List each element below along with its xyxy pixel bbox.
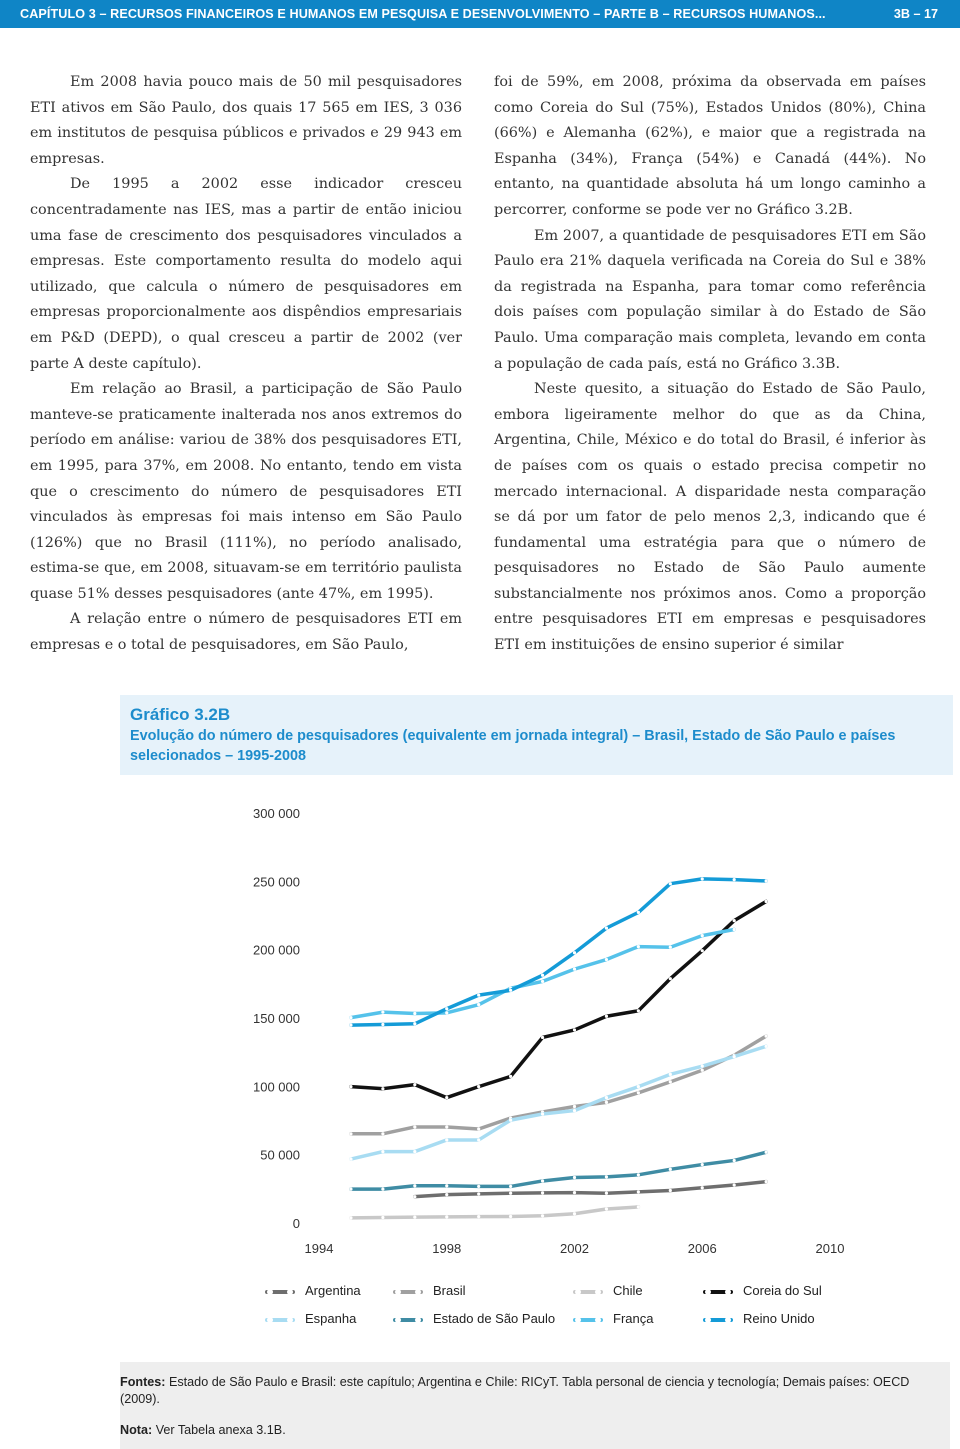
data-point: [669, 1189, 672, 1192]
legend-label: Espanha: [305, 1311, 357, 1326]
data-point: [477, 1003, 480, 1006]
line-chart: [0, 790, 960, 1270]
data-point: [413, 1083, 416, 1086]
sources-text: Estado de São Paulo e Brasil: este capítulo; Argentina e Chile: RICyT. Tabla personal de ciencia y tecnología; Demais países: OECD (2009).: [120, 1375, 910, 1406]
running-header: [0, 0, 960, 28]
data-point: [349, 1024, 352, 1027]
data-point: [573, 1105, 576, 1108]
data-point: [605, 1175, 608, 1178]
paragraph: De 1995 a 2002 esse indicador cresceu concentradamente nas IES, mas a partir de então iniciou uma fase de crescimento dos pesquisadores vinculados a empresas. Este comportamento resulta do modelo aqui utilizado, que calcula o número de pesquisadores em empresas proporcionalmente aos dispêndios empresariais em P&D (DEPD), o qual cresceu a partir de 2002 (ver parte A deste capítulo).: [30, 176, 462, 372]
data-point: [541, 980, 544, 983]
data-point: [445, 1011, 448, 1014]
data-point: [573, 1109, 576, 1112]
data-point: [509, 1185, 512, 1188]
data-point: [477, 1127, 480, 1130]
data-point: [413, 1184, 416, 1187]
data-point: [573, 968, 576, 971]
data-point: [733, 1183, 736, 1186]
data-point: [541, 1112, 544, 1115]
data-point: [477, 1085, 480, 1088]
y-tick-label: 50 000: [260, 1147, 300, 1163]
paragraph: Em 2007, a quantidade de pesquisadores ETI em São Paulo era 21% daquela verificada na Coreia do Sul e 38% da registrada na Espanha, para tomar como referência dois países com população similar à do Estado de São Paulo. Uma comparação mais completa, levando em conta a população de cada país, está no Gráfico 3.3B.: [494, 227, 926, 372]
data-point: [701, 949, 704, 952]
data-point: [605, 927, 608, 930]
data-point: [669, 946, 672, 949]
data-point: [573, 1212, 576, 1215]
legend-label: Chile: [613, 1283, 643, 1298]
legend-item: [573, 1283, 643, 1298]
data-point: [381, 1150, 384, 1153]
header-page-number: 3B – 17: [893, 7, 938, 21]
paragraph: A relação entre o número de pesquisadores ETI em empresas e o total de pesquisadores, em São Paulo,: [30, 611, 462, 654]
data-point: [765, 1034, 768, 1037]
legend-label: Reino Unido: [743, 1311, 815, 1326]
data-point: [573, 1191, 576, 1194]
x-tick-label: 1994: [304, 1241, 334, 1256]
data-point: [605, 958, 608, 961]
data-point: [509, 989, 512, 992]
data-point: [669, 1168, 672, 1171]
y-tick-label: 150 000: [253, 1011, 300, 1026]
x-tick-label: 2002: [560, 1241, 589, 1256]
text-column-left: [30, 70, 462, 659]
data-point: [637, 1085, 640, 1088]
sources-line: [120, 1374, 935, 1408]
legend-swatch: [265, 1290, 295, 1294]
data-point: [765, 900, 768, 903]
data-point: [573, 1028, 576, 1031]
series-line-chile: [351, 1207, 638, 1218]
data-point: [381, 1188, 384, 1191]
data-point: [605, 1101, 608, 1104]
data-point: [541, 1214, 544, 1217]
data-point: [477, 1192, 480, 1195]
legend-label: Argentina: [305, 1283, 361, 1298]
data-point: [701, 877, 704, 880]
data-point: [541, 1036, 544, 1039]
data-point: [605, 1015, 608, 1018]
data-point: [445, 1007, 448, 1010]
data-point: [637, 911, 640, 914]
chart-title: Evolução do número de pesquisadores (equivalente em jornada integral) – Brasil, Estado de São Paulo e países selecionados – 1995-2008: [130, 728, 896, 764]
legend-item: [265, 1311, 356, 1326]
data-point: [541, 1191, 544, 1194]
x-tick-label: 1998: [432, 1241, 462, 1256]
data-point: [413, 1195, 416, 1198]
data-point: [381, 1087, 384, 1090]
note-text: Ver Tabela anexa 3.1B.: [155, 1423, 286, 1437]
data-point: [509, 1075, 512, 1078]
data-point: [381, 1216, 384, 1219]
x-tick-label: 2010: [815, 1241, 845, 1256]
legend-label: Coreia do Sul: [743, 1283, 822, 1298]
data-point: [637, 1190, 640, 1193]
data-point: [733, 878, 736, 881]
sources-notes: [120, 1362, 950, 1449]
data-point: [733, 919, 736, 922]
legend-item: [703, 1311, 815, 1326]
data-point: [669, 882, 672, 885]
legend-item: [265, 1283, 361, 1298]
data-point: [765, 1045, 768, 1048]
y-tick-label: 300 000: [253, 806, 300, 821]
data-point: [477, 1138, 480, 1141]
data-point: [445, 1125, 448, 1128]
data-point: [637, 1173, 640, 1176]
data-point: [733, 1159, 736, 1162]
y-tick-label: 100 000: [253, 1079, 300, 1095]
data-point: [701, 1069, 704, 1072]
data-point: [765, 1180, 768, 1183]
legend-swatch: [393, 1318, 423, 1322]
data-point: [413, 1125, 416, 1128]
data-point: [669, 1073, 672, 1076]
legend-item: [573, 1311, 653, 1326]
data-point: [509, 1119, 512, 1122]
header-chapter-title: CAPÍTULO 3 – RECURSOS FINANCEIROS E HUMANOS EM PESQUISA E DESENVOLVIMENTO – PARTE B – RECURSOS HUMANOS...: [20, 7, 826, 21]
data-point: [381, 1011, 384, 1014]
note-line: [120, 1422, 935, 1439]
data-point: [765, 1151, 768, 1154]
data-point: [701, 1186, 704, 1189]
text-column-right: [494, 70, 926, 659]
sources-label: Fontes:: [120, 1375, 166, 1389]
data-point: [413, 1150, 416, 1153]
legend-item: [393, 1283, 466, 1298]
data-point: [701, 934, 704, 937]
chart-label: Gráfico 3.2B: [130, 705, 231, 724]
data-point: [605, 1207, 608, 1210]
chart-caption-box: [120, 695, 953, 775]
legend-item: [393, 1311, 555, 1326]
data-point: [445, 1096, 448, 1099]
data-point: [701, 1065, 704, 1068]
data-point: [445, 1215, 448, 1218]
y-tick-label: 250 000: [253, 874, 300, 890]
data-point: [349, 1132, 352, 1135]
data-point: [701, 1163, 704, 1166]
data-point: [509, 1192, 512, 1195]
data-point: [605, 1096, 608, 1099]
data-point: [605, 1192, 608, 1195]
legend-label: França: [613, 1311, 654, 1326]
data-point: [349, 1085, 352, 1088]
series-line-espanha: [351, 1046, 766, 1159]
legend-swatch: [393, 1290, 423, 1294]
legend-swatch: [573, 1290, 603, 1294]
data-point: [349, 1157, 352, 1160]
legend-label: Brasil: [433, 1283, 466, 1298]
data-point: [541, 1179, 544, 1182]
series-line-argentina: [415, 1182, 766, 1197]
paragraph: Em relação ao Brasil, a participação de São Paulo manteve-se praticamente inalterada nos anos extremos do período em análise: variou de 38% dos pesquisadores ETI, em 1995, para 37%, em 2008. No entanto, tendo em vista que o crescimento do número de pesquisadores ETI vinculados às empresas foi mais intenso em São Paulo (126%) que no Brasil (111%), no período analisado, estima-se que, em 2008, situavam-se em território paulista quase 51% desses pesquisadores (ante 47%, em 1995).: [30, 381, 462, 602]
data-point: [349, 1188, 352, 1191]
data-point: [445, 1138, 448, 1141]
data-point: [445, 1193, 448, 1196]
data-point: [733, 928, 736, 931]
legend-item: [703, 1283, 822, 1298]
series-line-reino-unido: [351, 879, 766, 1025]
paragraph: Neste quesito, a situação do Estado de São Paulo, embora ligeiramente melhor do que as da China, Argentina, Chile, México e do total do Brasil, é inferior às de países com os quais o estado precisa competir no mercado internacional. A disparidade nesta comparação se dá por um fator de pelo menos 2,3, indicando que é fundamental uma estratégia para que o número de pesquisadores no Estado de São Paulo aumente substancialmente nos próximos anos. Como a proporção entre pesquisadores ETI em empresas e pesquisadores ETI em instituições de ensino superior é similar: [494, 381, 926, 654]
legend-label: Estado de São Paulo: [433, 1311, 556, 1326]
legend-swatch: [703, 1290, 733, 1294]
data-point: [541, 974, 544, 977]
data-point: [413, 1216, 416, 1219]
paragraph: foi de 59%, em 2008, próxima da observada em países como Coreia do Sul (75%), Estados Unidos (80%), China (66%) e Alemanha (62%), e maior que a registrada na Espanha (34%), França (54%) e Canadá (44%). No entanto, na quantidade absoluta há um longo caminho a percorrer, conforme se pode ver no Gráfico 3.2B.: [494, 74, 926, 218]
data-point: [381, 1023, 384, 1026]
note-label: Nota:: [120, 1423, 153, 1437]
data-point: [573, 951, 576, 954]
data-point: [573, 1176, 576, 1179]
data-point: [637, 1009, 640, 1012]
data-point: [349, 1016, 352, 1019]
data-point: [509, 1215, 512, 1218]
data-point: [477, 1185, 480, 1188]
data-point: [445, 1184, 448, 1187]
chart-legend: [0, 1275, 960, 1335]
data-point: [477, 1215, 480, 1218]
data-point: [381, 1132, 384, 1135]
legend-swatch: [703, 1318, 733, 1322]
y-tick-label: 200 000: [253, 942, 300, 958]
data-point: [733, 1055, 736, 1058]
data-point: [477, 993, 480, 996]
y-tick-label: 0: [292, 1216, 300, 1231]
data-point: [669, 977, 672, 980]
legend-swatch: [573, 1318, 603, 1322]
paragraph: Em 2008 havia pouco mais de 50 mil pesquisadores ETI ativos em São Paulo, dos quais 17 565 em IES, 3 036 em institutos de pesquisa públicos e privados e 29 943 em empresas.: [30, 74, 462, 167]
data-point: [349, 1216, 352, 1219]
legend-swatch: [265, 1318, 295, 1322]
data-point: [637, 1205, 640, 1208]
data-point: [765, 879, 768, 882]
series-line-estado-de-são-paulo: [351, 1152, 766, 1189]
x-tick-label: 2006: [687, 1241, 717, 1256]
data-point: [637, 1091, 640, 1094]
data-point: [413, 1012, 416, 1015]
data-point: [413, 1022, 416, 1025]
data-point: [637, 945, 640, 948]
data-point: [669, 1080, 672, 1083]
